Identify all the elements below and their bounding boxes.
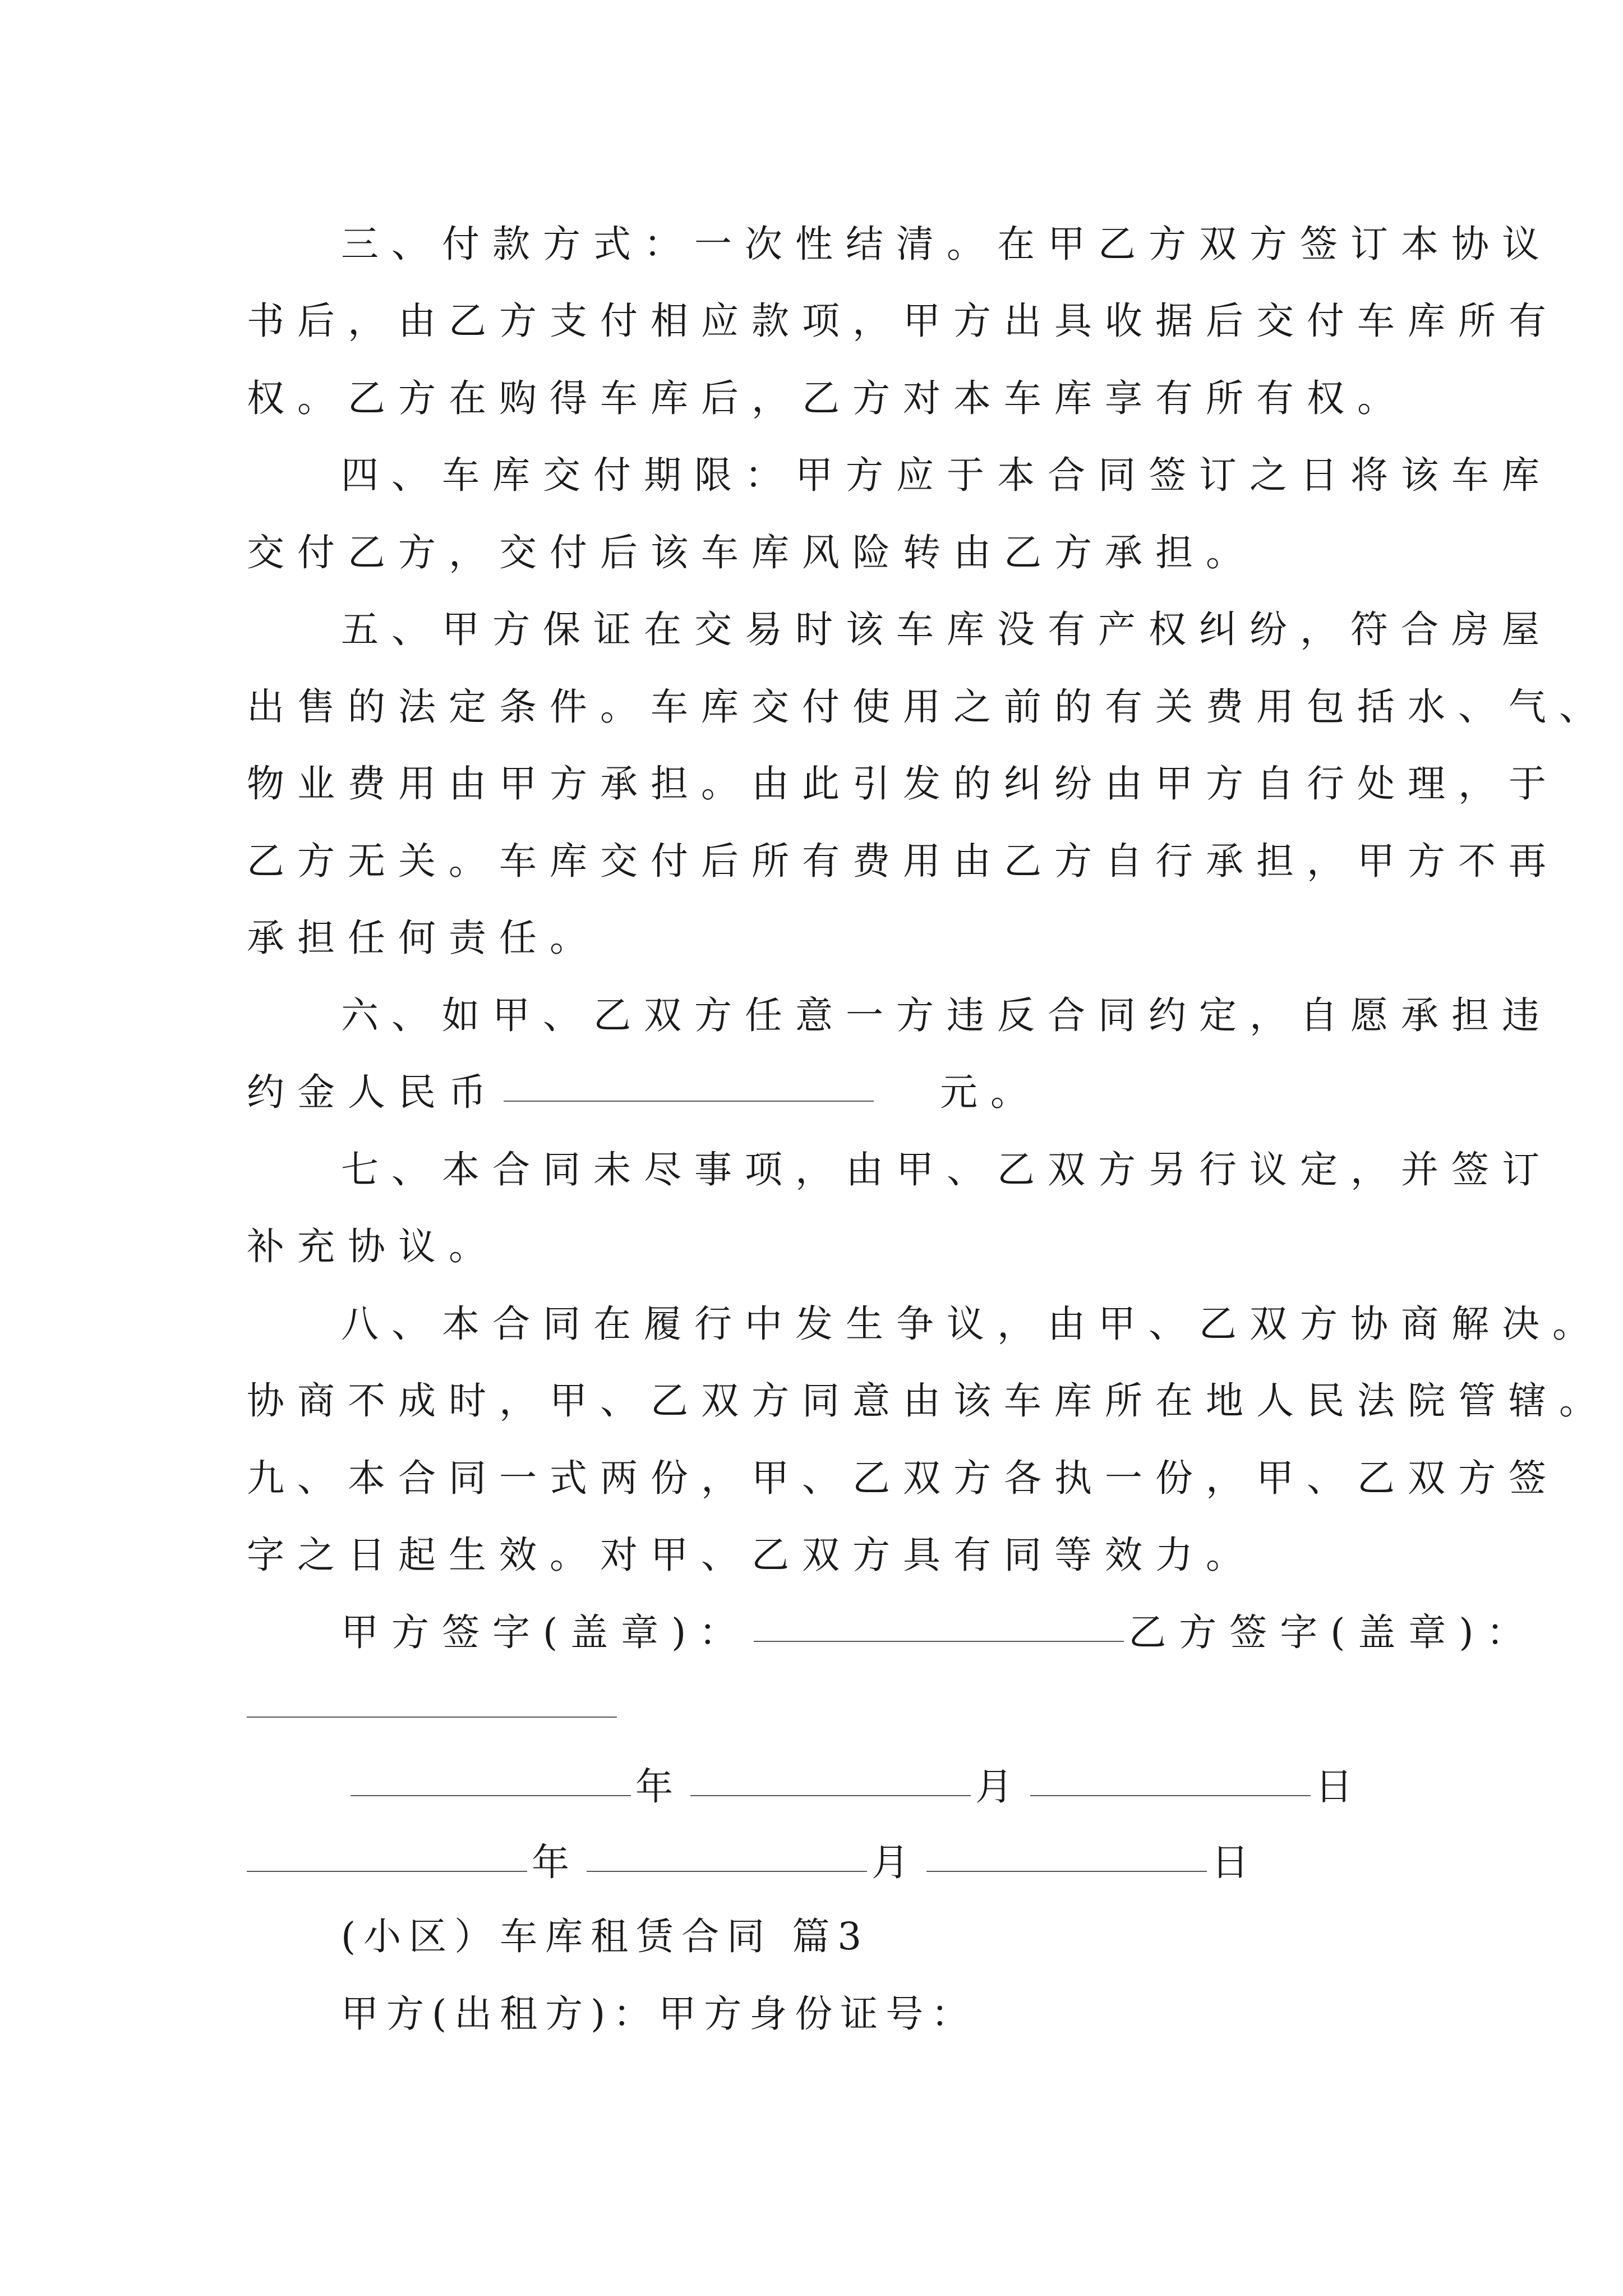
para4-line2: 交付乙方，交付后该车库风险转由乙方承担。 — [247, 531, 1256, 574]
para6-line2 — [247, 1064, 1041, 1120]
month-label: 月 — [872, 1841, 922, 1884]
para5-line1: 五、甲方保证在交易时该车库没有产权纠纷，符合房屋 — [341, 608, 1552, 651]
para8-line2: 协商不成时，甲、乙双方同意由该车库所在地人民法院管辖。 — [247, 1379, 1610, 1423]
signature-line — [341, 1604, 1537, 1660]
lessor-line: 甲方(出租方)：甲方身份证号： — [341, 1992, 977, 2036]
para5-line2: 出售的法定条件。车库交付使用之前的有关费用包括水、气、 — [247, 685, 1610, 729]
para7-line2: 补充协议。 — [247, 1225, 499, 1268]
party-b-signature-blank[interactable] — [247, 1717, 617, 1718]
para3-line3: 权。乙方在购得车库后，乙方对本车库享有所有权。 — [247, 376, 1408, 420]
para5-line5: 承担任何责任。 — [247, 916, 600, 960]
para6-line2-prefix: 约金人民币 — [247, 1070, 499, 1114]
para6-line2-suffix: 元。 — [940, 1070, 1041, 1114]
month-blank[interactable] — [587, 1871, 867, 1872]
para5-line4: 乙方无关。车库交付后所有费用由乙方自行承担，甲方不再 — [247, 839, 1559, 883]
day-label: 日 — [1315, 1765, 1366, 1809]
day-blank[interactable] — [1030, 1795, 1311, 1796]
month-blank[interactable] — [690, 1795, 971, 1796]
party-a-date-line — [351, 1759, 1366, 1815]
para9-line1: 九、本合同一式两份，甲、乙双方各执一份，甲、乙双方签 — [247, 1456, 1559, 1500]
month-label: 月 — [975, 1765, 1026, 1809]
penalty-amount-blank[interactable] — [504, 1101, 874, 1102]
section-title: (小区）车库租赁合同 篇3 — [341, 1915, 870, 1958]
party-a-signature-blank[interactable] — [754, 1641, 1124, 1642]
party-a-signature-label: 甲方签字(盖章)： — [341, 1611, 750, 1654]
para8-line1: 八、本合同在履行中发生争议，由甲、乙双方协商解决。 — [341, 1302, 1603, 1346]
para5-line3: 物业费用由甲方承担。由此引发的纠纷由甲方自行处理，于 — [247, 762, 1559, 806]
para6-line1: 六、如甲、乙双方任意一方违反合同约定，自愿承担违 — [341, 993, 1552, 1037]
year-blank[interactable] — [247, 1871, 527, 1872]
day-label: 日 — [1211, 1841, 1262, 1884]
day-blank[interactable] — [926, 1871, 1207, 1872]
party-b-signature-label: 乙方签字(盖章)： — [1128, 1611, 1537, 1654]
para3-line2: 书后，由乙方支付相应款项，甲方出具收据后交付车库所有 — [247, 299, 1559, 343]
para3-line1: 三、付款方式：一次性结清。在甲乙方双方签订本协议 — [341, 222, 1552, 266]
year-blank[interactable] — [351, 1795, 631, 1796]
party-b-date-line — [247, 1834, 1262, 1890]
year-label: 年 — [532, 1841, 582, 1884]
year-label: 年 — [635, 1765, 686, 1809]
para9-line2: 字之日起生效。对甲、乙双方具有同等效力。 — [247, 1533, 1256, 1577]
para7-line1: 七、本合同未尽事项，由甲、乙双方另行议定，并签订 — [341, 1148, 1552, 1191]
para4-line1: 四、车库交付期限：甲方应于本合同签订之日将该车库 — [341, 453, 1552, 497]
